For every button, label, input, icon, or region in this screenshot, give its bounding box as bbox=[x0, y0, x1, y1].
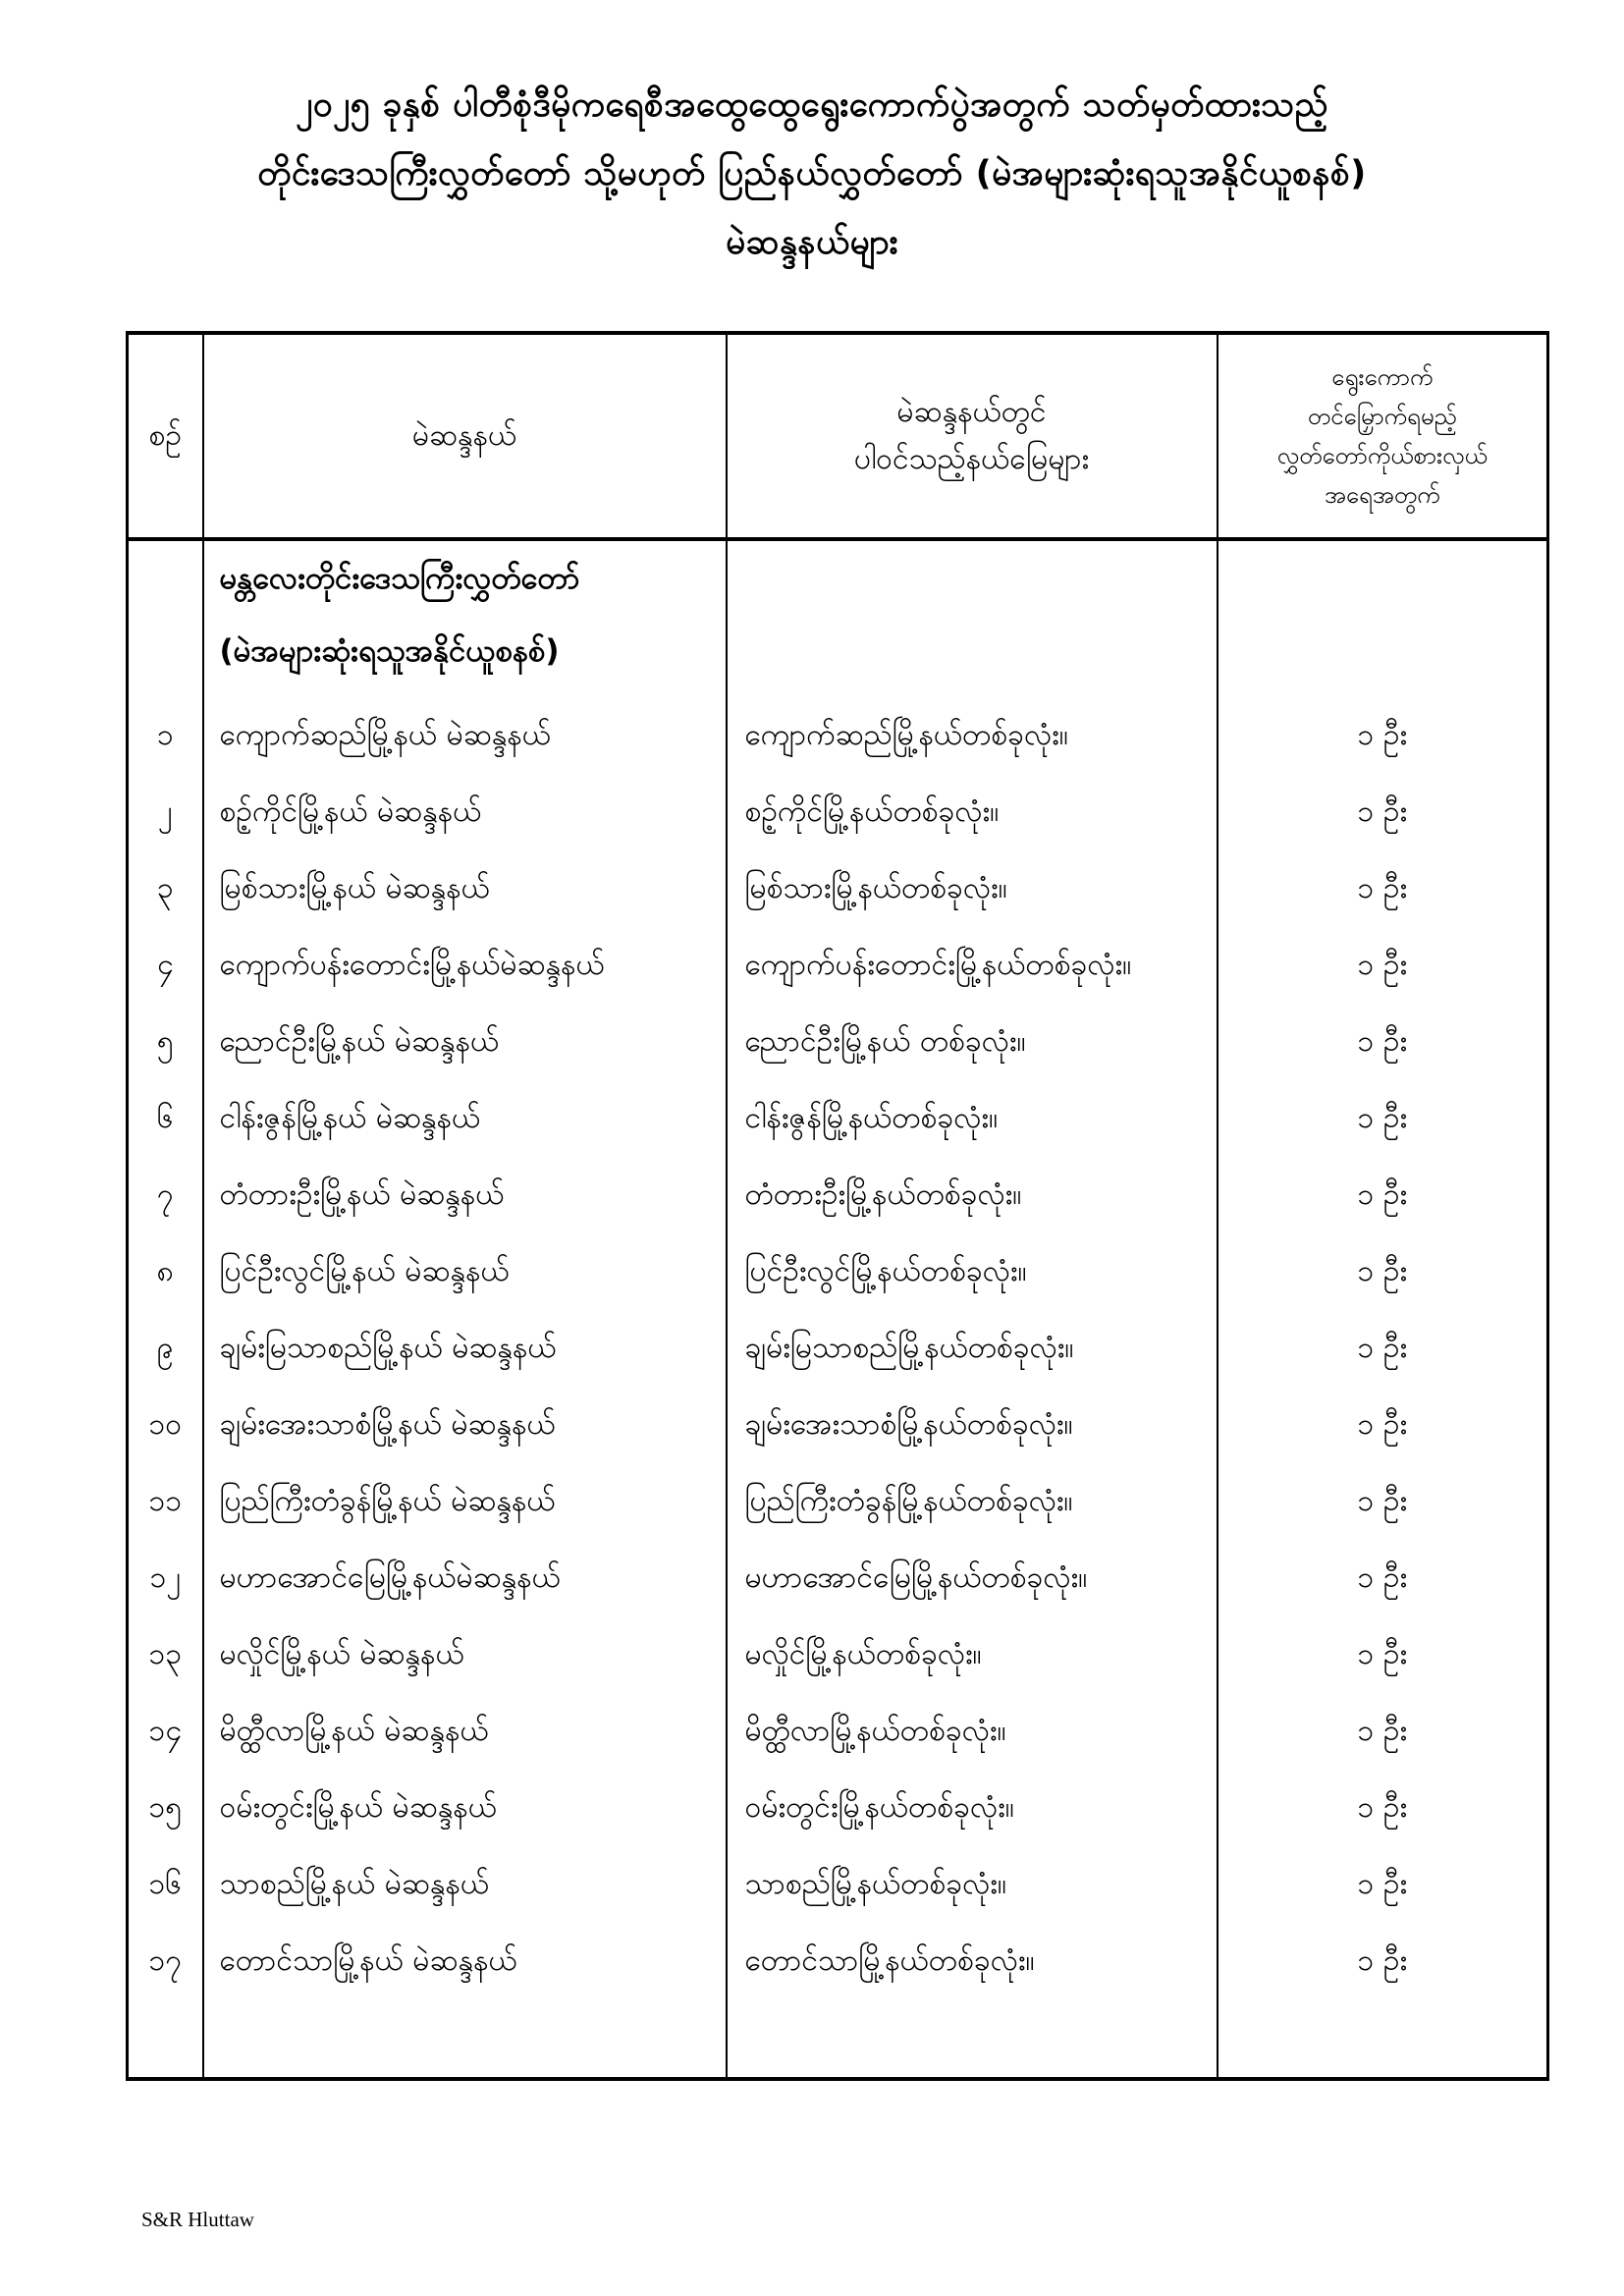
constituency-cell: ဝမ်းတွင်းမြို့နယ် မဲဆန္ဒနယ် bbox=[203, 1771, 727, 1847]
constituency-cell: ကျောက်ဆည်မြို့နယ် မဲဆန္ဒနယ် bbox=[203, 698, 727, 775]
row-number: ၅ bbox=[156, 1023, 174, 1059]
areas-cell: စဉ့်ကိုင်မြို့နယ်တစ်ခုလုံး။ bbox=[727, 775, 1218, 851]
header-representatives bbox=[1218, 333, 1548, 539]
representative-count-cell: ၁ ဦး bbox=[1218, 1847, 1548, 1924]
constituency-cell: ညောင်ဦးမြို့နယ် မဲဆန္ဒနယ် bbox=[203, 1005, 727, 1081]
constituency-cell: မလှိုင်မြို့နယ် မဲဆန္ဒနယ် bbox=[203, 1617, 727, 1694]
areas-cell: ချမ်းအေးသာစံမြို့နယ်တစ်ခုလုံး။ bbox=[727, 1388, 1218, 1464]
areas-cell: ဝမ်းတွင်းမြို့နယ်တစ်ခုလုံး။ bbox=[727, 1771, 1218, 1847]
title-line-2: တိုင်းဒေသကြီးလွှတ်တော် သို့မဟုတ် ပြည်နယ်လွှတ်တော် (မဲအများဆုံးရသူအနိုင်ယူစနစ်) bbox=[257, 154, 1367, 193]
representative-count-cell: ၁ ဦး bbox=[1218, 1311, 1548, 1388]
row-number: ၂ bbox=[157, 793, 173, 829]
areas-cell: တံတားဦးမြို့နယ်တစ်ခုလုံး။ bbox=[727, 1158, 1218, 1234]
representative-count-cell: ၁ ဦး bbox=[1218, 1005, 1548, 1081]
row-number: ၇ bbox=[156, 1176, 174, 1212]
constituency-cell: တောင်သာမြို့နယ် မဲဆန္ဒနယ် bbox=[203, 1924, 727, 2000]
row-number: ၁၄ bbox=[148, 1713, 183, 1748]
representative-count-cell: ၁ ဦး bbox=[1218, 1617, 1548, 1694]
row-number: ၄ bbox=[156, 947, 174, 982]
areas-cell: သာစည်မြို့နယ်တစ်ခုလုံး။ bbox=[727, 1847, 1218, 1924]
areas-cell: မဟာအောင်မြေမြို့နယ်တစ်ခုလုံး။ bbox=[727, 1541, 1218, 1617]
constituency-cell: မဟာအောင်မြေမြို့နယ်မဲဆန္ဒနယ် bbox=[203, 1541, 727, 1617]
constituency-cell: ပြည်ကြီးတံခွန်မြို့နယ် မဲဆန္ဒနယ် bbox=[203, 1464, 727, 1541]
table-row bbox=[128, 1234, 1548, 1311]
table-row bbox=[128, 775, 1548, 851]
header-reps-line-1: ရွေးကောက် bbox=[1331, 363, 1434, 391]
footer-watermark: S&R Hluttaw bbox=[141, 2208, 254, 2231]
areas-cell: ငါန်းဇွန်မြို့နယ်တစ်ခုလုံး။ bbox=[727, 1081, 1218, 1158]
representative-count-cell: ၁ ဦး bbox=[1218, 1694, 1548, 1771]
header-areas bbox=[727, 333, 1218, 539]
header-reps-line-3: လွှတ်တော်ကိုယ်စားလှယ် bbox=[1276, 442, 1488, 469]
representative-count-cell: ၁ ဦး bbox=[1218, 698, 1548, 775]
constituency-cell: မြစ်သားမြို့နယ် မဲဆန္ဒနယ် bbox=[203, 851, 727, 928]
representative-count-cell: ၁ ဦး bbox=[1218, 1924, 1548, 2000]
row-number: ၁၃ bbox=[148, 1636, 183, 1671]
row-number: ၁၁ bbox=[148, 1483, 183, 1518]
table-row bbox=[128, 1311, 1548, 1388]
title-line-3: မဲဆန္ဒနယ်များ bbox=[726, 223, 898, 262]
constituency-table bbox=[126, 331, 1549, 2081]
section-no-cell bbox=[128, 539, 203, 698]
areas-cell: ပြင်ဦးလွင်မြို့နယ်တစ်ခုလုံး။ bbox=[727, 1234, 1218, 1311]
areas-cell: တောင်သာမြို့နယ်တစ်ခုလုံး။ bbox=[727, 1924, 1218, 2000]
table-row bbox=[128, 1158, 1548, 1234]
table-row bbox=[128, 1924, 1548, 2000]
table-row bbox=[128, 1081, 1548, 1158]
header-constituency: မဲဆန္ဒနယ် bbox=[203, 333, 727, 539]
filler-constituency-cell bbox=[203, 2000, 727, 2079]
constituency-cell: ချမ်းမြသာစည်မြို့နယ် မဲဆန္ဒနယ် bbox=[203, 1311, 727, 1388]
representative-count-cell: ၁ ဦး bbox=[1218, 1234, 1548, 1311]
table-row bbox=[128, 851, 1548, 928]
header-no: စဉ် bbox=[128, 333, 203, 539]
header-areas-line-2: ပါဝင်သည့်နယ်မြေများ bbox=[853, 442, 1090, 476]
table-row bbox=[128, 1847, 1548, 1924]
representative-count-cell: ၁ ဦး bbox=[1218, 928, 1548, 1005]
section-title-cell bbox=[203, 539, 727, 698]
constituency-cell: ကျောက်ပန်းတောင်းမြို့နယ်မဲဆန္ဒနယ် bbox=[203, 928, 727, 1005]
filler-count-cell bbox=[1218, 2000, 1548, 2079]
table-row bbox=[128, 928, 1548, 1005]
constituency-cell: ပြင်ဦးလွင်မြို့နယ် မဲဆန္ဒနယ် bbox=[203, 1234, 727, 1311]
section-areas-cell bbox=[727, 539, 1218, 698]
representative-count-cell: ၁ ဦး bbox=[1218, 775, 1548, 851]
constituency-cell: ငါန်းဇွန်မြို့နယ် မဲဆန္ဒနယ် bbox=[203, 1081, 727, 1158]
table-filler-row bbox=[128, 2000, 1548, 2079]
row-number: ၁၂ bbox=[149, 1559, 182, 1595]
constituency-cell: တံတားဦးမြို့နယ် မဲဆန္ဒနယ် bbox=[203, 1158, 727, 1234]
table-row bbox=[128, 698, 1548, 775]
constituency-cell: မိတ္ထီလာမြို့နယ် မဲဆန္ဒနယ် bbox=[203, 1694, 727, 1771]
table-header-row bbox=[128, 333, 1548, 539]
header-reps-line-4: အရေအတွက် bbox=[1324, 481, 1440, 509]
table-row bbox=[128, 1694, 1548, 1771]
representative-count-cell: ၁ ဦး bbox=[1218, 1541, 1548, 1617]
row-number: ၈ bbox=[156, 1253, 174, 1288]
representative-count-cell: ၁ ဦး bbox=[1218, 1388, 1548, 1464]
table-row bbox=[128, 1541, 1548, 1617]
table-row bbox=[128, 1464, 1548, 1541]
section-title-line-2: (မဲအများဆုံးရသူအနိုင်ယူစနစ်) bbox=[219, 633, 560, 669]
areas-cell: ကျောက်ပန်းတောင်းမြို့နယ်တစ်ခုလုံး။ bbox=[727, 928, 1218, 1005]
representative-count-cell: ၁ ဦး bbox=[1218, 1464, 1548, 1541]
representative-count-cell: ၁ ဦး bbox=[1218, 1771, 1548, 1847]
section-count-cell bbox=[1218, 539, 1548, 698]
table-row bbox=[128, 1617, 1548, 1694]
title-line-1: ၂၀၂၅ ခုနှစ် ပါတီစုံဒီမိုကရေစီအထွေထွေရွေးကောက်ပွဲအတွက် သတ်မှတ်ထားသည့် bbox=[296, 85, 1328, 125]
row-number: ၁၀ bbox=[148, 1406, 183, 1442]
representative-count-cell: ၁ ဦး bbox=[1218, 851, 1548, 928]
areas-cell: ကျောက်ဆည်မြို့နယ်တစ်ခုလုံး။ bbox=[727, 698, 1218, 775]
areas-cell: ပြည်ကြီးတံခွန်မြို့နယ်တစ်ခုလုံး။ bbox=[727, 1464, 1218, 1541]
header-reps-line-2: တင်မြှောက်ရမည့် bbox=[1307, 403, 1457, 430]
filler-areas-cell bbox=[727, 2000, 1218, 2079]
row-number: ၉ bbox=[156, 1330, 174, 1365]
table-row bbox=[128, 1771, 1548, 1847]
row-number: ၃ bbox=[156, 870, 174, 905]
constituency-cell: စဉ့်ကိုင်မြို့နယ် မဲဆန္ဒနယ် bbox=[203, 775, 727, 851]
areas-cell: မလှိုင်မြို့နယ်တစ်ခုလုံး။ bbox=[727, 1617, 1218, 1694]
areas-cell: မိတ္ထီလာမြို့နယ်တစ်ခုလုံး။ bbox=[727, 1694, 1218, 1771]
areas-cell: မြစ်သားမြို့နယ်တစ်ခုလုံး။ bbox=[727, 851, 1218, 928]
row-number: ၆ bbox=[156, 1100, 174, 1135]
table-row bbox=[128, 1005, 1548, 1081]
representative-count-cell: ၁ ဦး bbox=[1218, 1158, 1548, 1234]
areas-cell: ချမ်းမြသာစည်မြို့နယ်တစ်ခုလုံး။ bbox=[727, 1311, 1218, 1388]
header-areas-line-1: မဲဆန္ဒနယ်တွင် bbox=[896, 395, 1047, 429]
section-title-line-1: မန္တလေးတိုင်းဒေသကြီးလွှတ်တော် bbox=[219, 561, 580, 596]
constituency-cell: သာစည်မြို့နယ် မဲဆန္ဒနယ် bbox=[203, 1847, 727, 1924]
row-number: ၁၅ bbox=[148, 1789, 183, 1825]
row-number: ၁၆ bbox=[148, 1866, 183, 1901]
representative-count-cell: ၁ ဦး bbox=[1218, 1081, 1548, 1158]
table-row bbox=[128, 1388, 1548, 1464]
constituency-cell: ချမ်းအေးသာစံမြို့နယ် မဲဆန္ဒနယ် bbox=[203, 1388, 727, 1464]
filler-no-cell bbox=[128, 2000, 203, 2079]
document-title bbox=[88, 71, 1536, 277]
section-header-row bbox=[128, 539, 1548, 698]
row-number: ၁ bbox=[156, 717, 174, 752]
row-number: ၁၇ bbox=[148, 1942, 183, 1978]
areas-cell: ညောင်ဦးမြို့နယ် တစ်ခုလုံး။ bbox=[727, 1005, 1218, 1081]
